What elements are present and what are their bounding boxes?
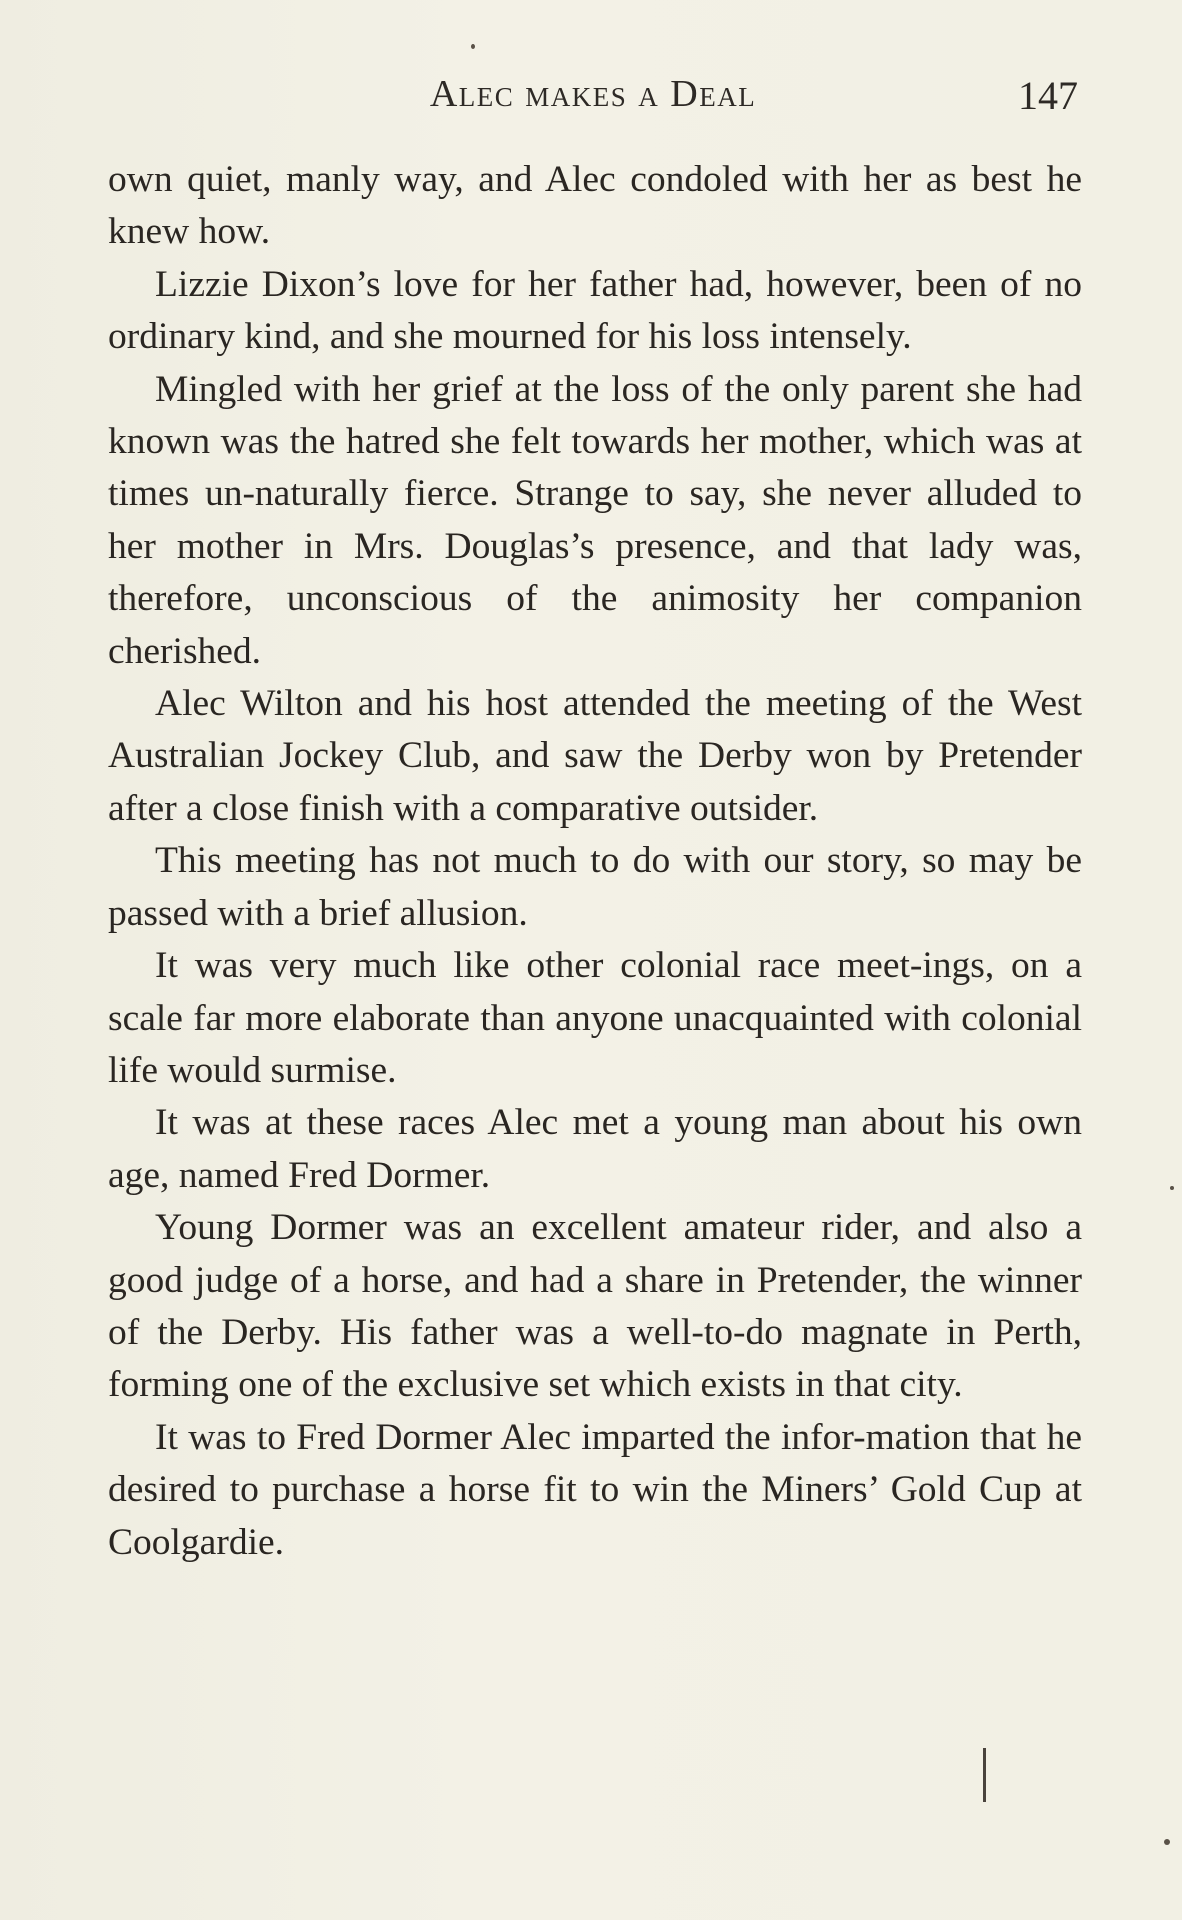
paragraph: It was very much like other colonial race meet-ings, on a scale far more elaborate than anyone unacquainted with colonial life would surmise. <box>108 945 1082 1091</box>
paragraph: Alec Wilton and his host attended the meeting of the West Australian Jockey Club, and saw the Derby won by Pretender after a close finish with a comparative outsider. <box>108 683 1082 829</box>
paragraph: It was to Fred Dormer Alec imparted the infor-mation that he desired to purchase a horse fit to win the Miners’ Gold Cup at Coolgardie. <box>108 1416 1082 1563</box>
paragraph: Lizzie Dixon’s love for her father had, however, been of no ordinary kind, and she mourned for his loss intensely. <box>108 263 1082 358</box>
page-number: 147 <box>1018 73 1078 118</box>
margin-pencil-mark <box>983 1748 986 1802</box>
ink-speck <box>1170 1186 1174 1190</box>
paragraph: Young Dormer was an excellent amateur rider, and also a good judge of a horse, and had a share in Pretender, the winner of the Derby. His father was a well-to-do magnate in Perth, forming one of the exclusive set which exists in that city. <box>108 1207 1082 1406</box>
paragraph: This meeting has not much to do with our story, so may be passed with a brief allusion. <box>108 840 1082 934</box>
ink-speck <box>1164 1839 1170 1845</box>
running-head-title: Alec makes a Deal <box>429 73 757 115</box>
paragraph: own quiet, manly way, and Alec condoled with her as best he knew how. <box>108 159 1082 253</box>
paragraph: It was at these races Alec met a young man about his own age, named Fred Dormer. <box>108 1102 1082 1196</box>
running-head <box>108 72 1078 132</box>
ink-speck <box>471 44 475 49</box>
paragraph: Mingled with her grief at the loss of the only parent she had known was the hatred she felt towards her mother, which was at times un-naturally fierce. Strange to say, she never alluded to her mother in Mrs. Douglas’s presence, and that lady was, therefore, unconscious of the animosity her companion cherished. <box>108 368 1082 672</box>
body-text <box>108 154 1082 1569</box>
